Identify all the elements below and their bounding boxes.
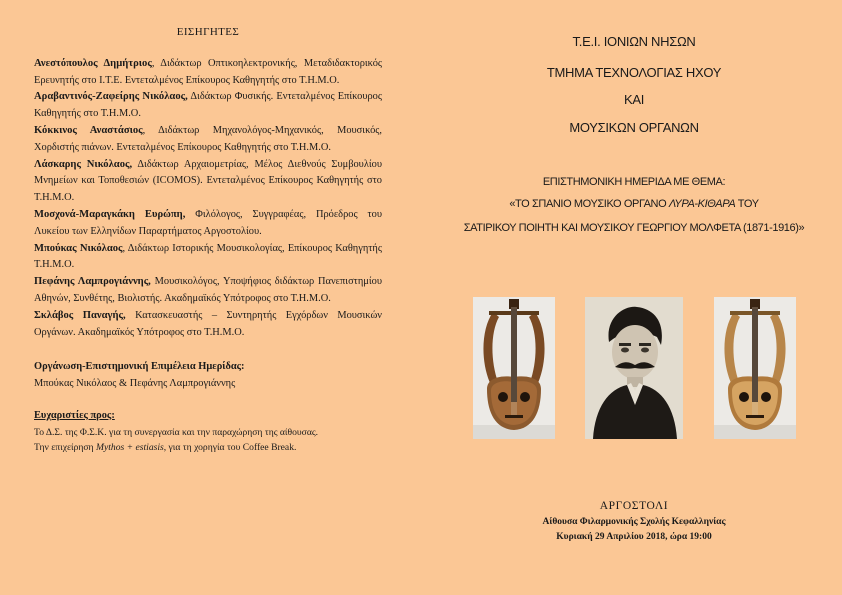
speaker-entry	[34, 157, 382, 207]
speaker-name: Αραβαντινός-Ζαφείρης Νικόλαος,	[34, 91, 188, 103]
thanks-line-1: Το Δ.Σ. της Φ.Σ.Κ. για τη συνεργασία και την παραχώρηση της αίθουσας.	[34, 426, 319, 438]
thanks-body	[34, 425, 382, 456]
sponsor-name: Mythos + estiasis	[95, 442, 164, 454]
speaker-description: Μουσικολόγος, Υποψήφιος διδάκτωρ Πανεπιστημίου Αθηνών, Συνθέτης, Βιολιστής. Ακαδημαϊκός Υπότροφος στο Τ.Η.Μ.Ο.	[34, 276, 383, 304]
speaker-entry	[34, 123, 382, 157]
conference-title-start: «ΤΟ ΣΠΑΝΙΟ ΜΟΥΣΙΚΟ ΟΡΓΑΝΟ	[509, 198, 669, 210]
lyre-guitar-image	[473, 297, 555, 439]
thanks-line-2-end: , για τη χορηγία του Coffee Break.	[163, 442, 297, 454]
institution-name: Τ.Ε.Ι. ΙΟΝΙΩΝ ΝΗΣΩΝ	[572, 34, 696, 49]
thanks-line-2-start: Την επιχείρηση	[34, 442, 96, 454]
speaker-entry	[34, 56, 382, 90]
speaker-description: Διδάκτωρ Αρχαιομετρίας, Μέλος Διεθνούς Συμβουλίου Μνημείων και Τοποθεσιών (ICOMOS). Εντεταλμένος Επίκουρος Καθηγητής στο Τ.Η.Μ.Ο.	[34, 158, 382, 204]
speaker-description: , Διδάκτωρ Ιστορικής Μουσικολογίας, Επίκουρος Καθηγητής Τ.Η.Μ.Ο.	[34, 242, 382, 271]
speaker-name: Κόκκινος Αναστάσιος	[34, 124, 143, 136]
left-column	[34, 24, 382, 456]
department-conjunction: ΚΑΙ	[623, 92, 645, 107]
speaker-entry	[34, 89, 382, 123]
conference-title-line-1	[452, 198, 816, 210]
speaker-entry	[34, 274, 382, 308]
venue-city: ΑΡΓΟΣΤΟΛΙ	[599, 500, 669, 512]
organization-title: Οργάνωση-Επιστημονική Επιμέλεια Ημερίδας:	[34, 361, 245, 373]
speaker-description: Διδάκτωρ Φυσικής. Εντεταλμένος Επίκουρος Καθηγητής στο Τ.Η.Μ.Ο.	[34, 91, 382, 120]
speaker-name: Ανεστόπουλος Δημήτριος	[34, 57, 152, 69]
conference-title-end: ΤΟΥ	[735, 198, 759, 210]
speaker-entry	[34, 207, 382, 241]
thanks-line-2	[34, 440, 382, 456]
department-name-continued: ΜΟΥΣΙΚΩΝ ΟΡΓΑΝΩΝ	[569, 120, 699, 135]
conference-title-line-2: ΣΑΤΙΡΙΚΟΥ ΠΟΙΗΤΗ ΚΑΙ ΜΟΥΣΙΚΟΥ ΓΕΩΡΓΙΟΥ ΜΟΛΦΕΤΑ (1871-1916)»	[463, 222, 805, 234]
speaker-entry	[34, 241, 382, 275]
venue-hall: Αίθουσα Φιλαρμονικής Σχολής Κεφαλληνίας	[542, 517, 726, 527]
speaker-name: Μοσχονά-Μαραγκάκη Ευρώπη,	[34, 208, 186, 220]
lyre-guitar-photo-left	[473, 297, 555, 439]
speaker-description: , Διδάκτωρ Οπτικοηλεκτρονικής, Μεταδιδακτορικός Ερευνητής στο Ι.Τ.Ε. Εντεταλμένος Επίκουρος Καθηγητής στο Τ.Η.Μ.Ο.	[34, 57, 383, 86]
organization-names: Μπούκας Νικόλαος & Πεφάνης Λαμπρογιάννης	[34, 378, 236, 390]
speaker-description: Φιλόλογος, Συγγραφέας, Πρόεδρος του Λυκείου των Ελληνίδων Παραρτήματος Αργοστολίου.	[34, 208, 382, 237]
speaker-name: Μπούκας Νικόλαος	[34, 242, 123, 254]
thanks-title: Ευχαριστίες προς:	[34, 409, 115, 421]
portrait-photo	[585, 297, 683, 439]
speaker-description: , Διδάκτωρ Μηχανολόγος-Μηχανικός, Μουσικός, Χορδιστής πιάνων. Εντεταλμένος Επίκουρος Καθηγητής στο Τ.Η.Μ.Ο.	[34, 124, 382, 153]
speaker-name: Πεφάνης Λαμπρογιάννης,	[34, 276, 151, 288]
lyre-guitar-image	[714, 297, 796, 439]
department-name: ΤΜΗΜΑ ΤΕΧΝΟΛΟΓΙΑΣ ΗΧΟΥ	[546, 65, 722, 80]
speakers-heading: ΕΙΣΗΓΗΤΕΣ	[176, 26, 240, 38]
instrument-name: ΛΥΡΑ-ΚΙΘΑΡΑ	[668, 198, 736, 210]
speaker-name: Λάσκαρης Νικόλαος,	[34, 158, 133, 170]
speaker-entry	[34, 308, 382, 342]
lyre-guitar-photo-right	[714, 297, 796, 439]
conference-label: ΕΠΙΣΤΗΜΟΝΙΚΗ ΗΜΕΡΙΔΑ ΜΕ ΘΕΜΑ:	[542, 176, 726, 188]
speaker-name: Σκλάβος Παναγής,	[34, 309, 126, 321]
venue-datetime: Κυριακή 29 Απριλίου 2018, ώρα 19:00	[556, 532, 712, 542]
portrait-image	[585, 297, 683, 439]
speaker-description: Κατασκευαστής – Συντηρητής Εγχόρδων Μουσικών Οργάνων. Ακαδημαϊκός Υπότροφος στο Τ.Η.Μ.Ο.	[34, 309, 382, 338]
